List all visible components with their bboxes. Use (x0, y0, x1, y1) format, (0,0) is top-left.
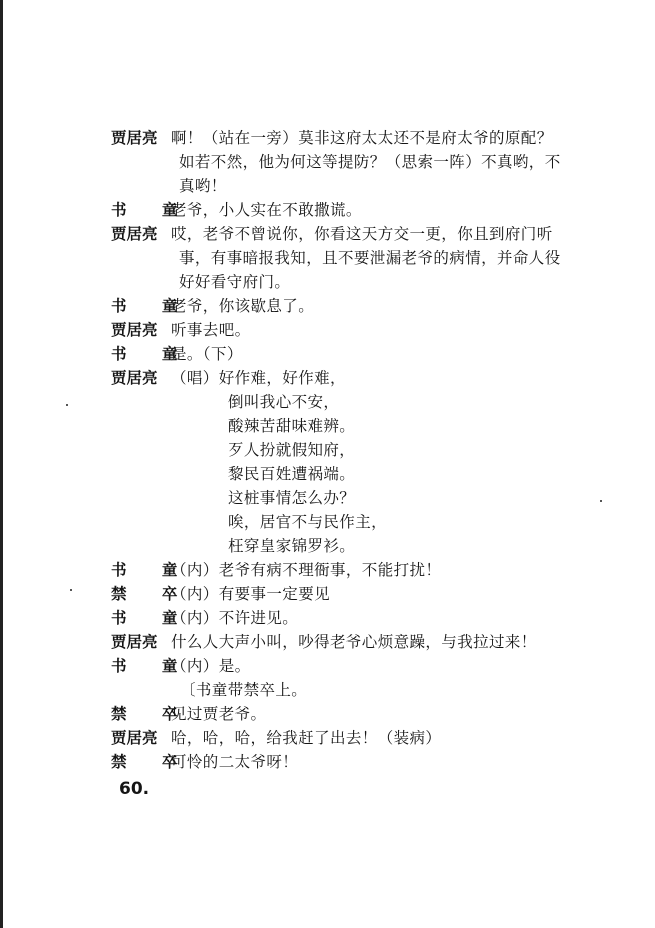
dialogue-continuation (111, 246, 611, 270)
speaker-name: 书 童 (111, 296, 193, 315)
speaker-name: 贾居亮 (111, 320, 158, 339)
dialogue-text: （内）不许进见。 (171, 609, 299, 627)
speaker-name: 禁 卒 (111, 584, 193, 603)
song-text: 黎民百姓遭祸端。 (228, 465, 356, 483)
dialogue-text: 好好看守府门。 (179, 273, 291, 291)
dialogue-text: 老爷，小人实在不敢撒谎。 (171, 201, 362, 219)
dialogue-text: （内）是。 (171, 657, 251, 675)
song-line (111, 534, 611, 558)
dialogue-text: 真哟！ (179, 177, 227, 195)
song-text: 这桩事情怎么办？ (228, 489, 356, 507)
dialogue-text: （内）有要事一定要见 (171, 585, 331, 603)
dialogue-line (111, 582, 611, 606)
song-line (111, 462, 611, 486)
dialogue-line (111, 318, 611, 342)
script-body (111, 126, 611, 774)
song-line (111, 390, 611, 414)
page-number: 60. (119, 779, 150, 799)
dialogue-text: 事，有事暗报我知，且不要泄漏老爷的病情，并命人役 (179, 249, 561, 267)
speaker-name: 禁 卒 (111, 704, 193, 723)
dialogue-text: 老爷，你该歇息了。 (171, 297, 315, 315)
dialogue-text: 什么人大声小叫，吵得老爷心烦意躁，与我拉过来！ (171, 633, 537, 651)
song-line (111, 486, 611, 510)
dialogue-text: 见过贾老爷。 (171, 705, 267, 723)
dialogue-line (111, 606, 611, 630)
speaker-name: 书 童 (111, 656, 193, 675)
speaker-name: 贾居亮 (111, 224, 158, 243)
speaker-name: 禁 卒 (111, 752, 193, 771)
dialogue-continuation (111, 270, 611, 294)
stage-direction (111, 678, 611, 702)
scan-speck (600, 500, 602, 502)
song-text: 倒叫我心不安， (228, 393, 340, 411)
dialogue-line (111, 558, 611, 582)
dialogue-text: 哎，老爷不曾说你，你看这天方交一更，你且到府门听 (171, 225, 553, 243)
song-text: 枉穿皇家锦罗衫。 (228, 537, 356, 555)
dialogue-continuation (111, 150, 611, 174)
speaker-name: 贾居亮 (111, 632, 158, 651)
dialogue-text: 听事去吧。 (171, 321, 251, 339)
dialogue-line (111, 750, 611, 774)
speaker-name: 贾居亮 (111, 368, 158, 387)
speaker-name: 贾居亮 (111, 128, 158, 147)
song-line (111, 510, 611, 534)
song-text: 唉，居官不与民作主， (228, 513, 388, 531)
stage-direction-text: 〔书童带禁卒上。 (180, 681, 308, 699)
speaker-name: 书 童 (111, 608, 193, 627)
speaker-name: 书 童 (111, 200, 193, 219)
dialogue-line (111, 654, 611, 678)
dialogue-text: 是。（下） (171, 345, 243, 363)
speaker-name: 贾居亮 (111, 728, 158, 747)
dialogue-text: 如若不然，他为何这等提防？（思索一阵）不真哟，不 (179, 153, 561, 171)
song-text: 歹人扮就假知府， (228, 441, 356, 459)
dialogue-line (111, 126, 611, 150)
dialogue-line (111, 366, 611, 390)
dialogue-text: （唱）好作难，好作难， (171, 369, 346, 387)
dialogue-text: 啊！（站在一旁）莫非这府太太还不是府太爷的原配？ (171, 129, 553, 147)
dialogue-line (111, 702, 611, 726)
dialogue-line (111, 222, 611, 246)
dialogue-text: （内）老爷有病不理衙事，不能打扰！ (171, 561, 442, 579)
song-line (111, 438, 611, 462)
page-left-edge (0, 0, 3, 928)
scan-speck (70, 589, 72, 591)
dialogue-line (111, 342, 611, 366)
dialogue-text: 可怜的二太爷呀！ (171, 753, 299, 771)
dialogue-line (111, 198, 611, 222)
song-line (111, 414, 611, 438)
dialogue-line (111, 726, 611, 750)
speaker-name: 书 童 (111, 560, 193, 579)
dialogue-continuation (111, 174, 611, 198)
dialogue-line (111, 630, 611, 654)
scan-speck (66, 404, 68, 406)
dialogue-text: 哈，哈，哈，给我赶了出去！（装病） (171, 729, 442, 747)
dialogue-line (111, 294, 611, 318)
song-text: 酸辣苦甜味难辨。 (228, 417, 356, 435)
speaker-name: 书 童 (111, 344, 193, 363)
